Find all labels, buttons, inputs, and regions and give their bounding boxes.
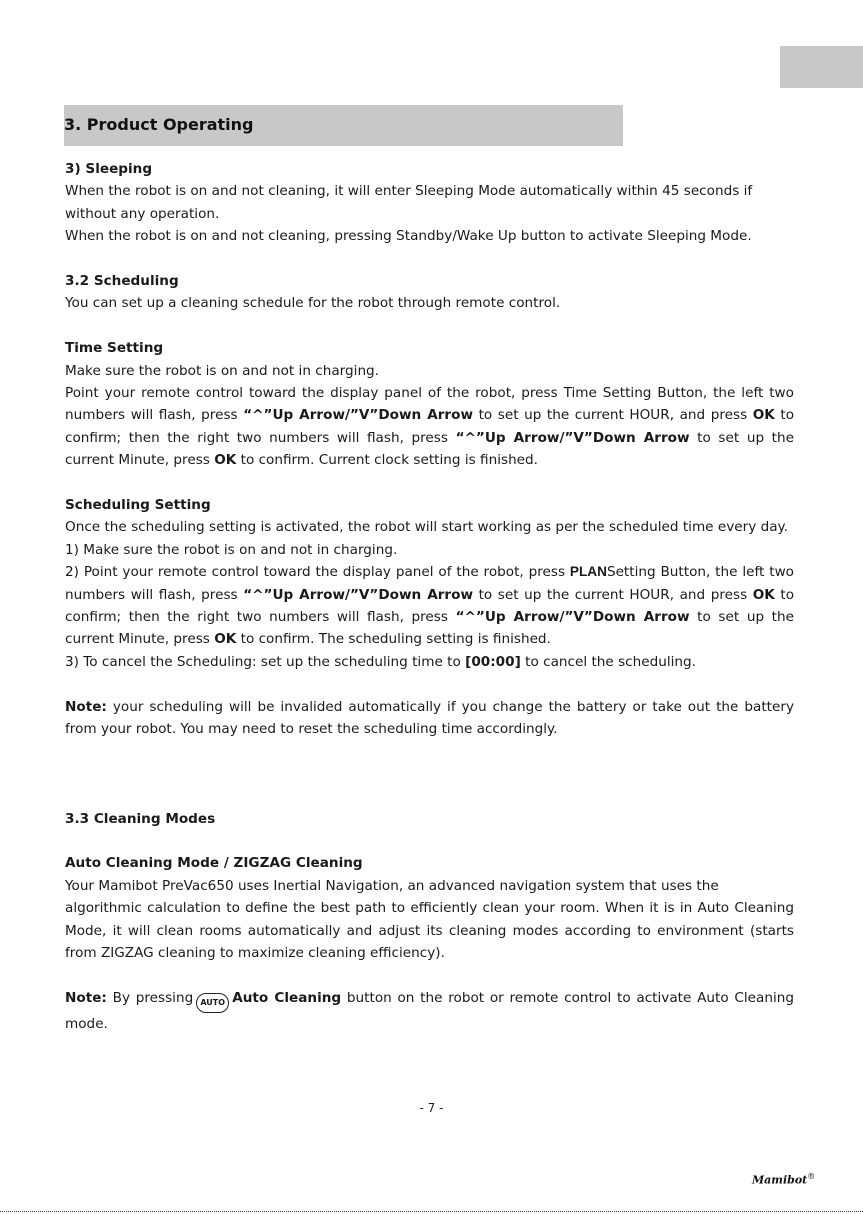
auto-button-icon: AUTO — [196, 993, 229, 1013]
sleeping-heading: 3) Sleeping — [65, 161, 153, 177]
auto-cleaning-paragraph: algorithmic calculation to define the best path to efficiently clean your room. When it is in Auto Cleaning Mode, it will clean rooms automatically and adjust its cleaning modes according to environment (starts from ZIGZAG cleaning to maximize cleaning efficiency). — [65, 900, 794, 961]
note-scheduling: Note: your scheduling will be invalided automatically if you change the battery or take out the battery from your robot. You may need to reset the scheduling time accordingly. — [65, 698, 794, 738]
time-setting-paragraph-2: Point your remote control toward the display panel of the robot, press Time Setting Button, the left two numbers will flash, press “^”Up Arrow/”V”Down Arrow to set up the current HOUR, and press OK to confirm; then the right two numbers will flash, press “^”Up Arrow/”V”Down Arrow to set up the current Minute, press OK to confirm. Current clock setting is finished. — [65, 385, 795, 469]
sleeping-paragraph-1: When the robot is on and not cleaning, it will enter Sleeping Mode automatically within 45 seconds if without any operation. — [65, 183, 753, 222]
scheduling-heading: 3.2 Scheduling — [65, 273, 179, 290]
auto-cleaning-paragraph-line1: Your Mamibot PreVac650 uses Inertial Navigation, an advanced navigation system that uses the — [65, 877, 719, 894]
page-bottom-border — [0, 1211, 863, 1212]
cleaning-modes-heading: 3.3 Cleaning Modes — [65, 810, 216, 827]
scheduling-step-2: 2) Point your remote control toward the display panel of the robot, press PLANSetting Button, the left two numbers will flash, press “^”Up Arrow/”V”Down Arrow to set up the current HOUR, and press OK to confirm; then the right two numbers will flash, press “^”Up Arrow/”V”Down Arrow to set up the current Minute, press OK to confirm. The scheduling setting is finished. — [65, 564, 795, 648]
sleeping-paragraph-2: When the robot is on and not cleaning, pressing Standby/Wake Up button to activate Sleeping Mode. — [65, 228, 752, 245]
scheduling-setting-heading: Scheduling Setting — [65, 497, 211, 514]
time-setting-heading: Time Setting — [65, 340, 164, 357]
page-content — [65, 158, 794, 1035]
scheduling-step-3: 3) To cancel the Scheduling: set up the scheduling time to [00:00] to cancel the scheduling. — [65, 653, 696, 670]
section-title: 3. Product Operating — [64, 115, 254, 134]
page-number: - 7 - — [419, 1101, 444, 1115]
brand-logo: Mamibot® — [752, 1172, 816, 1187]
chapter-tab — [780, 46, 863, 88]
scheduling-setting-paragraph: Once the scheduling setting is activated, the robot will start working as per the scheduled time every day. — [65, 519, 788, 536]
time-setting-paragraph-1: Make sure the robot is on and not in charging. — [65, 362, 380, 379]
auto-cleaning-heading: Auto Cleaning Mode / ZIGZAG Cleaning — [65, 855, 363, 872]
scheduling-paragraph: You can set up a cleaning schedule for the robot through remote control. — [65, 295, 561, 312]
note-auto-cleaning: Note: By pressing AUTO Auto Cleaning button on the robot or remote control to activate Auto Cleaning mode. — [65, 989, 794, 1032]
scheduling-step-1: 1) Make sure the robot is on and not in charging. — [65, 541, 398, 558]
section-banner — [64, 105, 623, 146]
